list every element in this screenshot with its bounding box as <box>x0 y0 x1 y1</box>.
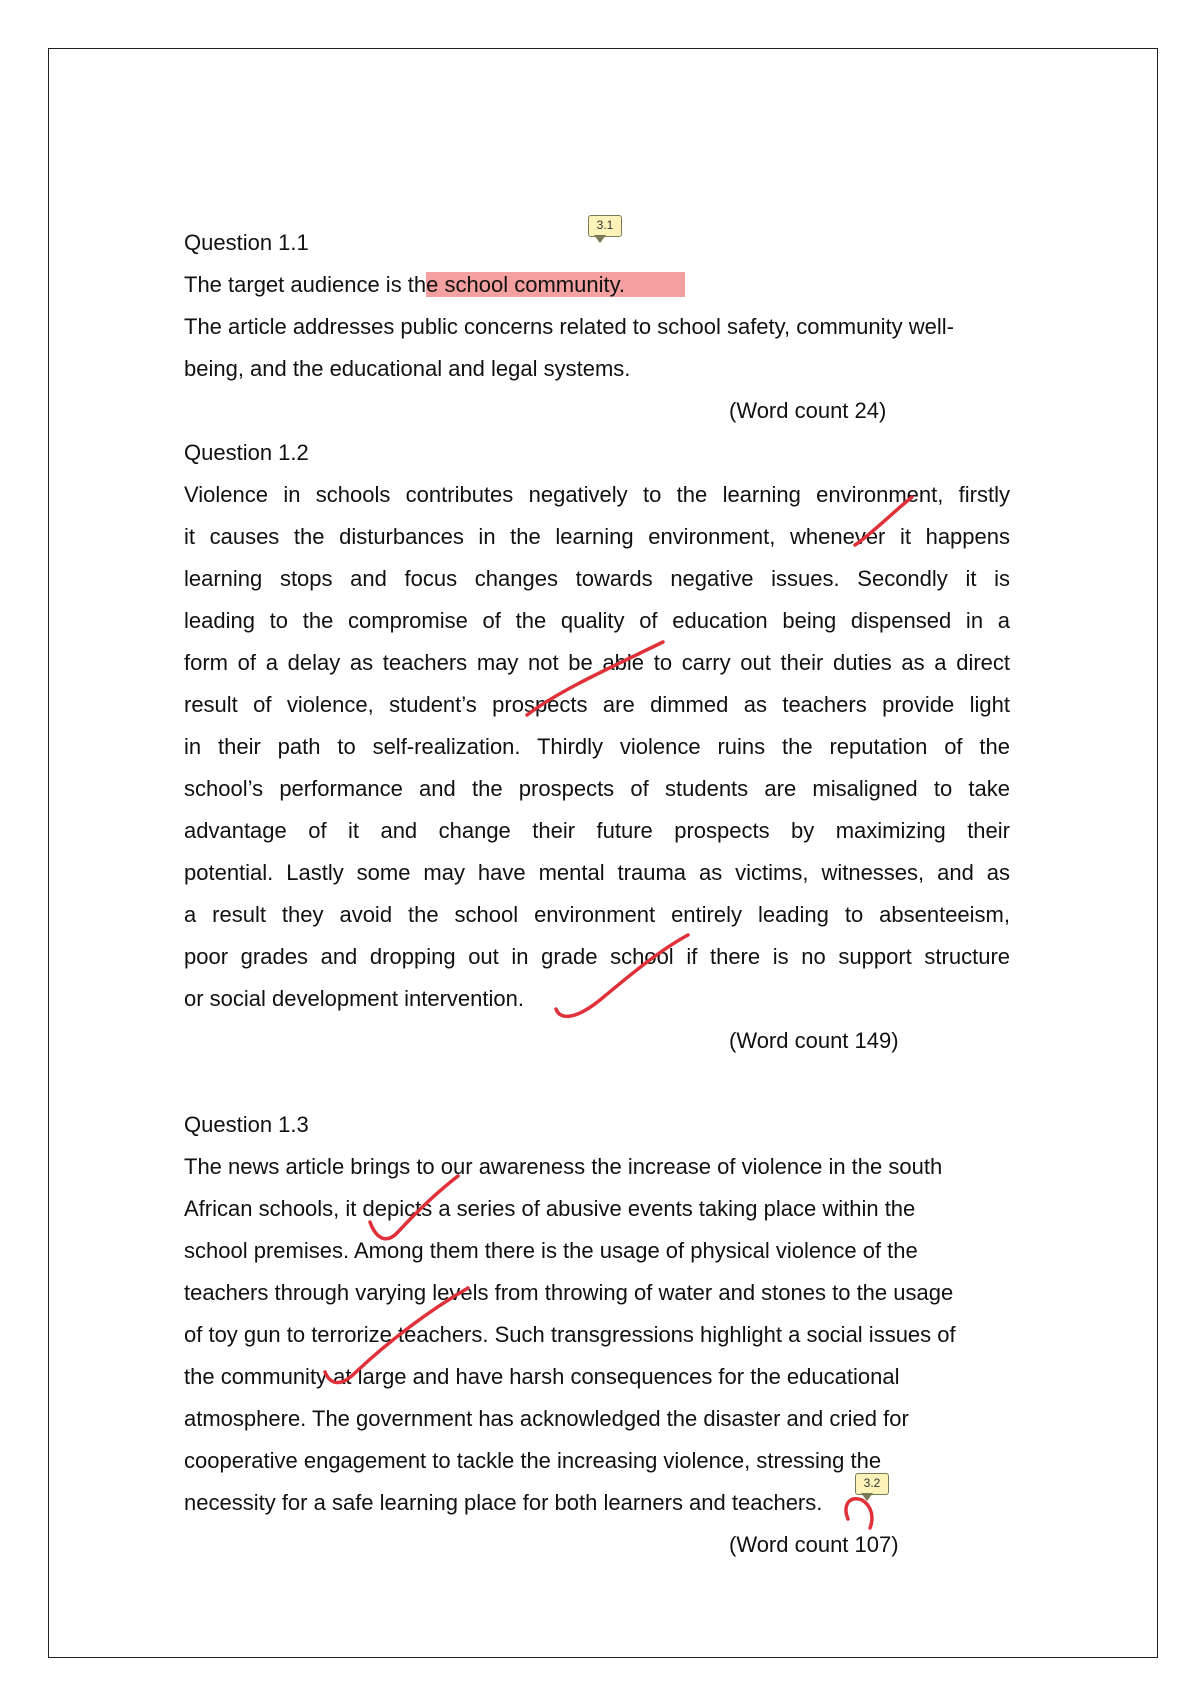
comment-label: 3.2 <box>855 1473 889 1495</box>
q13-line: necessity for a safe learning place for both learners and teachers. <box>184 1490 823 1515</box>
q11-line-3: being, and the educational and legal systems. <box>184 356 631 381</box>
word-count-q13: (Word count 107) <box>729 1532 899 1557</box>
q12-line: poor grades and dropping out in grade school if there is no support structure <box>184 944 1010 969</box>
q12-line: or social development intervention. <box>184 986 524 1011</box>
q12-line: school’s performance and the prospects of students are misaligned to take <box>184 776 1010 801</box>
q12-line: potential. Lastly some may have mental trauma as victims, witnesses, and as <box>184 860 1010 885</box>
q12-line: it causes the disturbances in the learning environment, whenever it happens <box>184 524 1010 549</box>
comment-tail <box>594 235 606 243</box>
word-count-q12: (Word count 149) <box>729 1028 899 1053</box>
comment-tail <box>861 1493 873 1501</box>
q13-line: teachers through varying levels from throwing of water and stones to the usage <box>184 1280 954 1305</box>
q12-line: leading to the compromise of the quality of education being dispensed in a <box>184 608 1010 633</box>
comment-icon[interactable] <box>855 1473 889 1501</box>
question-1-1-heading: Question 1.1 <box>184 230 309 255</box>
word-count-q11: (Word count 24) <box>729 398 887 423</box>
q11-line-1 <box>184 264 685 306</box>
q12-line: learning stops and focus changes towards negative issues. Secondly it is <box>184 566 1010 591</box>
question-1-3-heading: Question 1.3 <box>184 1112 309 1137</box>
highlighted-text[interactable]: e school community. <box>426 272 685 297</box>
question-1-2-heading: Question 1.2 <box>184 440 309 465</box>
q12-line: in their path to self-realization. Thirdly violence ruins the reputation of the <box>184 734 1010 759</box>
q12-line: Violence in schools contributes negatively to the learning environment, firstly <box>184 482 1010 507</box>
q12-line: a result they avoid the school environment entirely leading to absenteeism, <box>184 902 1010 927</box>
q13-line: school premises. Among them there is the usage of physical violence of the <box>184 1238 918 1263</box>
q13-line: cooperative engagement to tackle the increasing violence, stressing the <box>184 1448 882 1473</box>
q13-line: African schools, it depicts a series of abusive events taking place within the <box>184 1196 916 1221</box>
q11-line-1-text: The target audience is th <box>184 272 427 297</box>
q13-line: The news article brings to our awareness the increase of violence in the south <box>184 1154 943 1179</box>
comment-label: 3.1 <box>588 215 622 237</box>
q12-line: form of a delay as teachers may not be able to carry out their duties as a direct <box>184 650 1010 675</box>
q13-line: atmosphere. The government has acknowledged the disaster and cried for <box>184 1406 909 1431</box>
q12-line: result of violence, student’s prospects are dimmed as teachers provide light <box>184 692 1010 717</box>
comment-icon[interactable] <box>588 215 622 243</box>
q11-line-2: The article addresses public concerns related to school safety, community well- <box>184 314 954 339</box>
q12-line: advantage of it and change their future prospects by maximizing their <box>184 818 1010 843</box>
q13-line: of toy gun to terrorize teachers. Such transgressions highlight a social issues of <box>184 1322 956 1347</box>
q13-line: the community at large and have harsh consequences for the educational <box>184 1364 900 1389</box>
